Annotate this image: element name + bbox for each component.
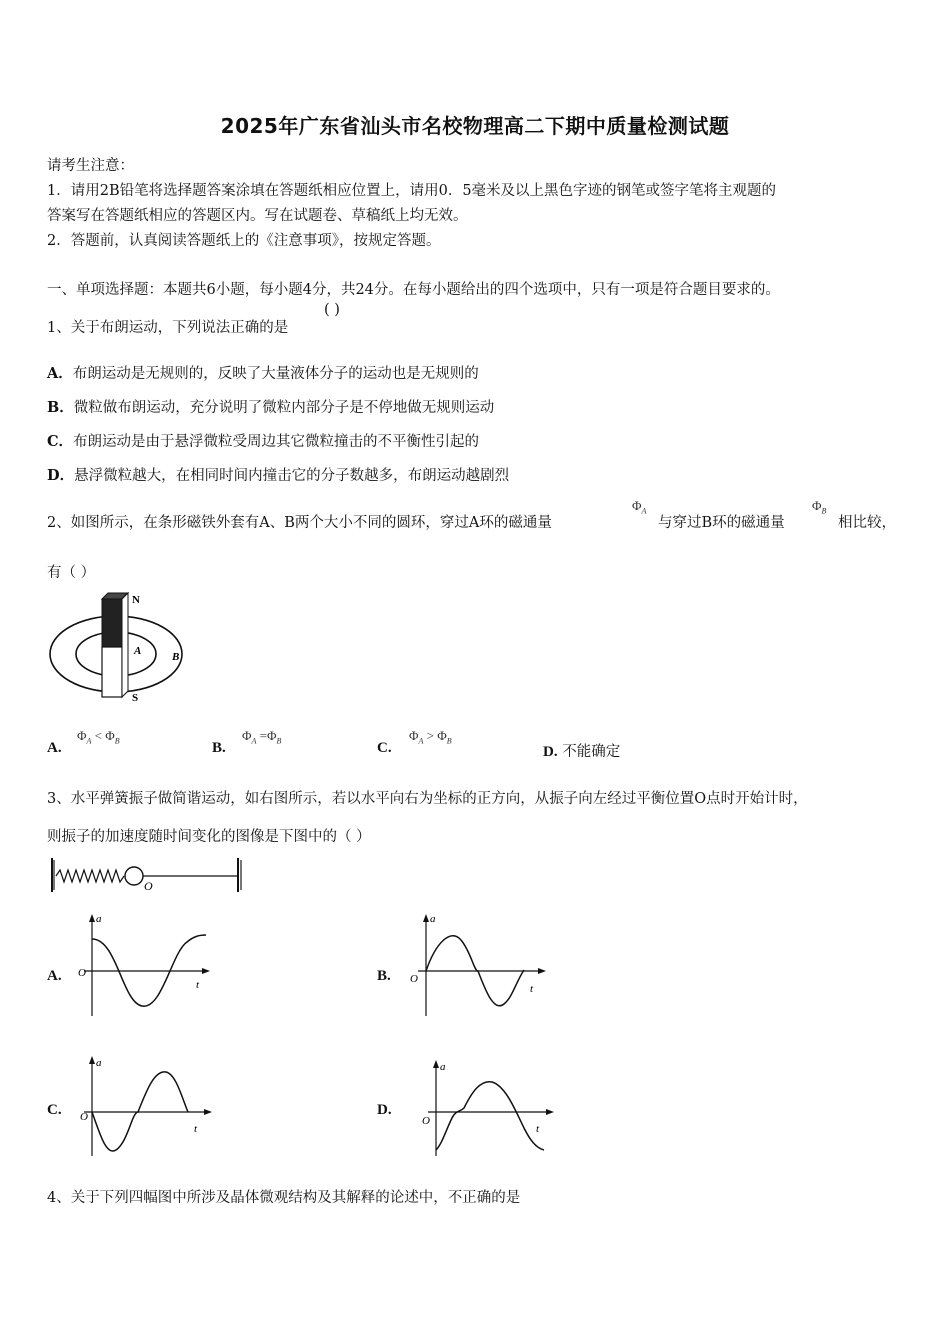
notice-line-1b: 答案写在答题纸相应的答题区内。写在试题卷、草稿纸上均无效。 xyxy=(47,208,468,224)
q3-stem-b: 则振子的加速度随时间变化的图像是下图中的（ ） xyxy=(47,829,371,845)
phi-subscript: B xyxy=(821,506,827,516)
y-axis-label: a xyxy=(96,1057,102,1069)
phi-subscript: A xyxy=(86,736,92,746)
phi-symbol: Φ xyxy=(77,728,87,743)
notice-line-2: 2．答题前，认真阅读答题纸上的《注意事项》，按规定答题。 xyxy=(47,233,441,249)
phi-subscript: A xyxy=(418,736,424,746)
q1-option-a xyxy=(47,362,479,383)
phi-a-symbol xyxy=(632,498,646,516)
q4-stem: 4、关于下列四幅图中所涉及晶体微观结构及其解释的论述中，不正确的是 xyxy=(47,1190,521,1206)
q2-stem-d: 有（ ） xyxy=(47,565,96,581)
q2-option-d xyxy=(543,740,620,761)
option-label: D． xyxy=(47,467,75,484)
option-label: D. xyxy=(543,744,558,760)
q1-answer-paren: ( ) xyxy=(324,302,340,318)
north-pole-label: N xyxy=(132,594,140,606)
phi-symbol: Φ xyxy=(242,728,252,743)
notice-line-1: 1．请用2B铅笔将选择题答案涂填在答题纸相应位置上，请用0．5毫米及以上黑色字迹的钢笔或签字笔将主观题的 xyxy=(47,183,777,199)
phi-symbol: Φ xyxy=(812,498,822,513)
equilibrium-o-label: O xyxy=(144,879,153,893)
section-heading: 一、单项选择题：本题共6小题，每小题4分，共24分。在每小题给出的四个选项中，只有一项是符合题目要求的。 xyxy=(47,282,780,298)
q2-stem-c: 相比较， xyxy=(838,515,896,531)
graph-option-c xyxy=(76,1052,216,1162)
y-axis-label: a xyxy=(430,913,436,925)
origin-label: O xyxy=(422,1115,430,1127)
phi-subscript: B xyxy=(446,736,452,746)
x-axis-label: t xyxy=(196,979,200,991)
y-axis-label: a xyxy=(440,1061,446,1073)
option-label: C． xyxy=(47,433,74,450)
q2-option-b-label: B. xyxy=(212,740,226,756)
option-text: 布朗运动是由于悬浮微粒受周边其它微粒撞击的不平衡性引起的 xyxy=(73,434,480,450)
q2-option-c-expr xyxy=(409,728,452,746)
option-text: 布朗运动是无规则的，反映了大量液体分子的运动也是无规则的 xyxy=(72,366,479,382)
x-axis-label: t xyxy=(536,1123,540,1135)
x-axis-label: t xyxy=(530,983,534,995)
option-label: A． xyxy=(47,365,73,382)
notice-heading: 请考生注意： xyxy=(47,158,134,174)
phi-b-symbol xyxy=(812,498,826,516)
q1-option-b xyxy=(47,396,494,417)
q3-stem-a: 3、水平弹簧振子做简谐运动，如右图所示，若以水平向右为坐标的正方向，从振子向左经过平衡位置O点时开始计时， xyxy=(47,791,808,807)
q3-option-c-label: C. xyxy=(47,1102,62,1118)
q2-stem-b: 与穿过B环的磁通量 xyxy=(658,515,785,531)
phi-subscript: A xyxy=(641,506,647,516)
q2-option-a-expr xyxy=(77,728,120,746)
y-axis-label: a xyxy=(96,913,102,925)
phi-subscript: B xyxy=(276,736,282,746)
phi-symbol: Φ xyxy=(632,498,642,513)
option-text: 悬浮微粒越大，在相同时间内撞击它的分子数越多，布朗运动越剧烈 xyxy=(74,468,510,484)
spring-oscillator-figure xyxy=(48,852,248,896)
relation-symbol: > xyxy=(426,728,434,743)
q1-stem: 1、关于布朗运动，下列说法正确的是 xyxy=(47,320,289,336)
graph-option-d xyxy=(420,1052,560,1162)
magnet-rings-figure xyxy=(48,588,193,703)
q3-option-d-label: D. xyxy=(377,1102,392,1118)
ring-b-label: B xyxy=(172,651,180,663)
q2-option-c-label: C. xyxy=(377,740,392,756)
origin-label: O xyxy=(410,973,418,985)
q1-option-d xyxy=(47,464,509,485)
q2-option-b-expr xyxy=(242,728,281,746)
q1-option-c xyxy=(47,430,479,451)
origin-label: O xyxy=(80,1111,88,1123)
ring-a-label: A xyxy=(134,645,142,657)
graph-option-a xyxy=(72,912,212,1022)
origin-label: O xyxy=(78,967,86,979)
graph-option-b xyxy=(406,912,551,1022)
phi-subscript: B xyxy=(114,736,120,746)
q3-option-a-label: A. xyxy=(47,968,62,984)
option-text: 不能确定 xyxy=(562,744,621,760)
q2-option-a-label: A. xyxy=(47,740,62,756)
phi-symbol: Φ xyxy=(105,728,115,743)
relation-symbol: < xyxy=(94,728,102,743)
phi-subscript: A xyxy=(251,736,257,746)
x-axis-label: t xyxy=(194,1123,198,1135)
phi-symbol: Φ xyxy=(409,728,419,743)
q2-stem-a: 2、如图所示，在条形磁铁外套有A、B两个大小不同的圆环，穿过A环的磁通量 xyxy=(47,515,552,531)
south-pole-label: S xyxy=(132,692,139,703)
option-text: 微粒做布朗运动，充分说明了微粒内部分子是不停地做无规则运动 xyxy=(73,400,495,416)
option-label: B． xyxy=(47,399,74,416)
phi-symbol: Φ xyxy=(267,728,277,743)
page-title: 2025年广东省汕头市名校物理高二下期中质量检测试题 xyxy=(220,114,730,138)
phi-symbol: Φ xyxy=(437,728,447,743)
relation-symbol: = xyxy=(259,728,267,743)
q3-option-b-label: B. xyxy=(377,968,391,984)
